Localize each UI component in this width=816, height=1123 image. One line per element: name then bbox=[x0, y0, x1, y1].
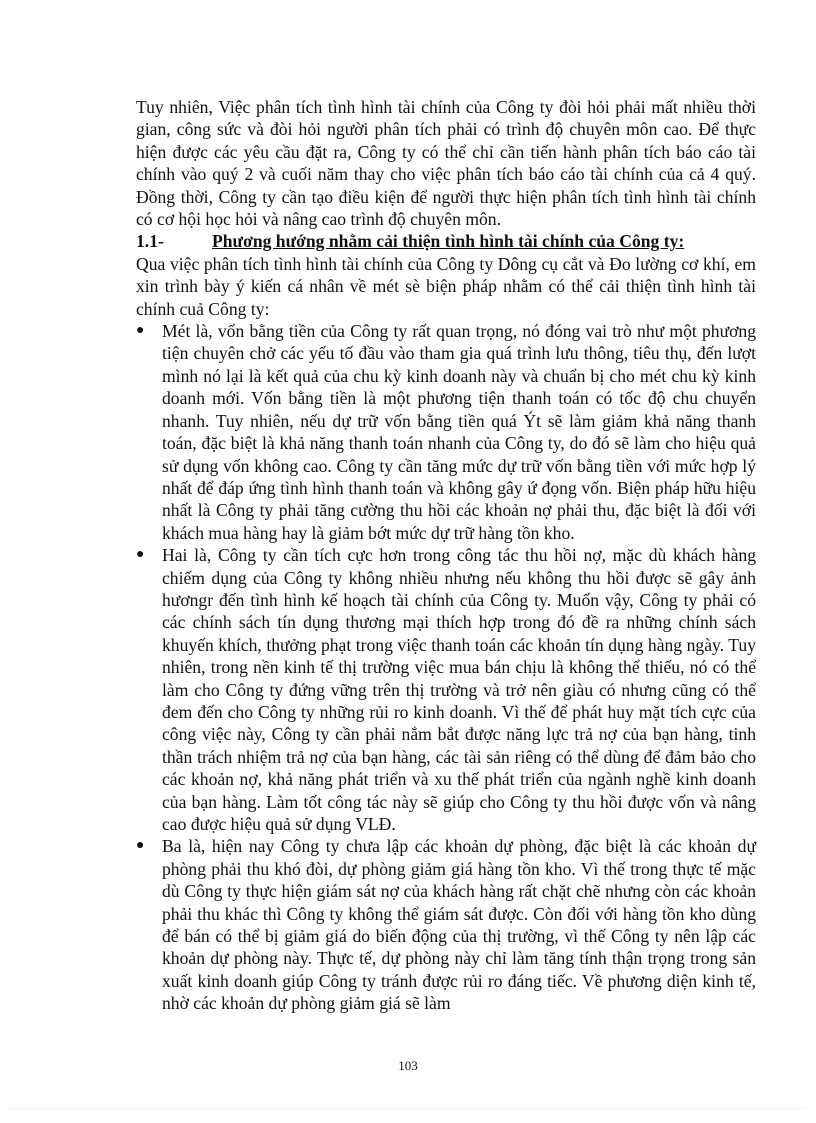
bullet-item bbox=[136, 835, 756, 1014]
bullet-item bbox=[136, 544, 756, 835]
section-title: Phương hướng nhằm cải thiện tình hình tài chính của Công ty: bbox=[212, 231, 685, 252]
bullet-icon: ● bbox=[136, 547, 145, 563]
intro-paragraph: Tuy nhiên, Việc phân tích tình hình tài chính của Công ty đòi hỏi phải mất nhiều thời gian, công sức và đòi hỏi người phân tích phải có trình độ chuyên môn cao. Để thực hiện được các yêu cầu đặt ra, Công ty có thể chỉ cần tiến hành phân tích báo cáo tài chính vào quý 2 và cuối năm thay cho việc phân tích báo cáo tài chính của cả 4 quý. Đồng thời, Công ty cần tạo điều kiện để người thực hiện phân tích tình hình tài chính có cơ hội học hỏi và nâng cao trình độ chuyên môn. bbox=[136, 97, 756, 230]
section-heading bbox=[136, 230, 756, 252]
bullet-icon: ● bbox=[136, 323, 145, 339]
page-content bbox=[136, 96, 756, 1015]
section-number: 1.1- bbox=[136, 231, 164, 252]
page-number: 103 bbox=[398, 1058, 418, 1073]
bullet-icon: ● bbox=[136, 838, 145, 854]
bullet-text: Ba là, hiện nay Công ty chưa lập các khoản dự phòng, đặc biệt là các khoản dự phòng phải thu khó đòi, dự phòng giảm giá hàng tồn kho. Vì thế trong thực tế mặc dù Công ty thực hiện giám sát nợ của khách hàng rất chặt chẽ nhưng còn các khoản phải thu khác thì Công ty không thể giám sát được. Còn đối với hàng tồn kho dùng để bán có thể bị giảm giá do biến động của thị trường, vì thế Công ty nên lập các khoản dự phòng này. Thực tế, dự phòng này chỉ làm tăng tính thận trọng trong sản xuất kinh doanh giúp Công ty tránh được rủi ro đáng tiếc. Về phương diện kinh tế, nhờ các khoản dự phòng giảm giá sẽ làm bbox=[162, 836, 756, 1014]
bullet-text: Mét là, vốn bằng tiền của Công ty rất quan trọng, nó đóng vai trò như một phương tiện chuyên chở các yếu tố đầu vào tham gia quá trình lưu thông, tiêu thụ, đến lượt mình nó lại là kết quả của chu kỳ kinh doanh này và chuẩn bị cho mét chu kỳ kinh doanh mới. Vốn bằng tiền là một phương tiện thanh toán có tốc độ chu chuyển nhanh. Tuy nhiên, nếu dự trữ vốn bằng tiền quá Ýt sẽ làm giảm khả năng thanh toán, đặc biệt là khả năng thanh toán nhanh của Công ty, do đó sẽ làm cho hiệu quả sử dụng vốn không cao. Công ty cần tăng mức dự trữ vốn bằng tiền với mức hợp lý nhất để đáp ứng tình hình thanh toán và không gây ứ đọng vốn. Biện pháp hữu hiệu nhất là Công ty phải tăng cường thu hồi các khoản nợ phải thu, đặc biệt là đối với khách mua hàng hay là giảm bớt mức dự trữ hàng tồn kho. bbox=[162, 321, 756, 543]
page-bottom-divider bbox=[10, 1108, 806, 1109]
bullet-item bbox=[136, 320, 756, 544]
bullet-text: Hai là, Công ty cần tích cực hơn trong công tác thu hồi nợ, mặc dù khách hàng chiếm dụng của Công ty không nhiều nhưng nếu không thu hồi được sẽ gây ảnh hươngr đến tình hình kế hoạch tài chính của Công ty. Muốn vậy, Công ty phải có các chính sách tín dụng thương mại thích hợp trong đó đề ra những chính sách khuyến khích, thưởng phạt trong việc thanh toán các khoản tín dụng hàng ngày. Tuy nhiên, trong nền kinh tế thị trường việc mua bán chịu là không thể thiếu, nó có thể làm cho Công ty đứng vững trên thị trường và trở nên giàu có nhưng cũng có thể đem đến cho Công ty những rủi ro kinh doanh. Vì thế để phát huy mặt tích cực của công việc này, Công ty cần phải nắm bắt được năng lực trả nợ của bạn hàng, tinh thần trách nhiệm trả nợ của bạn hàng, các tài sản riêng có thể dùng để đảm bảo cho các khoản nợ, khả năng phát triển và xu thế phát triển của ngành nghề kinh doanh của bạn hàng. Làm tốt công tác này sẽ giúp cho Công ty thu hồi được vốn và nâng cao được hiệu quả sử dụng VLĐ. bbox=[162, 545, 756, 834]
section-lead-paragraph: Qua việc phân tích tình hình tài chính của Công ty Dông cụ cắt và Đo lường cơ khí, em xin trình bày ý kiến cá nhân về mét sè biện pháp nhằm có thể cải thiện tình hình tài chính cuả Công ty: bbox=[136, 253, 756, 319]
